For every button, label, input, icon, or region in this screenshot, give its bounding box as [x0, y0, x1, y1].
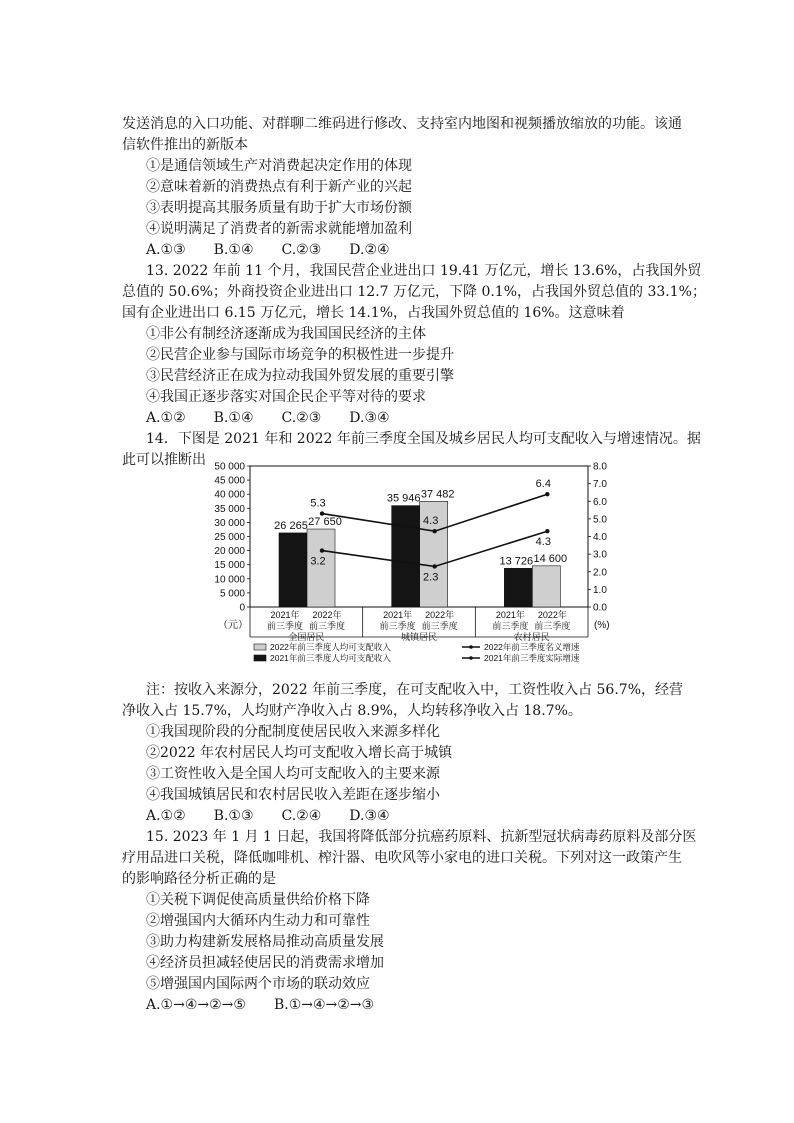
q15-line-2: 疗用品进口关税，降低咖啡机、榨汁器、电吹风等小家电的进口关税。下列对这一政策产生: [122, 850, 682, 866]
legend-label: 2021年前三季度人均可支配收入: [270, 653, 391, 663]
q14-option-2: ②2022 年农村居民人均可支配收入增长高于城镇: [146, 745, 453, 761]
q14-line-2: 此可以推断出: [122, 452, 206, 468]
q13-option-2: ②民营企业参与国际市场竞争的积极性进一步提升: [146, 347, 454, 363]
bar-2021-0: [279, 533, 307, 607]
bar-category-label: 2022年: [425, 610, 455, 620]
q13-option-4: ④我国正逐步落实对国企民企平等对待的要求: [146, 389, 426, 405]
legend-swatch-2022-bar: [254, 644, 266, 650]
growth-point: [545, 492, 549, 496]
y-tick-label-left: 0: [239, 602, 245, 614]
q13-option-1: ①非公有制经济逐渐成为我国国民经济的主体: [146, 326, 426, 342]
group-label: 农村居民: [513, 632, 550, 642]
legend-swatch-2021-bar: [254, 655, 266, 661]
intro-option-3: ③表明提高其服务质量有助于扩大市场份额: [146, 200, 412, 216]
bar-value-label-2021: 26 265: [274, 519, 308, 532]
bar-category-label: 2022年: [312, 610, 342, 620]
q14-option-4: ④我国城镇居民和农村居民收入差距在逐步缩小: [146, 787, 440, 803]
bar-category-label: 2022年: [537, 610, 567, 620]
intro-option-2: ②意味着新的消费热点有利于新产业的兴起: [146, 179, 412, 195]
growth-value-label: 6.4: [535, 478, 551, 491]
y-tick-label-right: 8.0: [593, 461, 607, 473]
growth-value-label: 4.3: [535, 536, 551, 549]
intro-text-line-1: 发送消息的入口功能、对群聊二维码进行修改、支持室内地图和视频播放缩放的功能。该通: [122, 116, 682, 132]
y-tick-label-right: 3.0: [593, 549, 607, 561]
q14-line-1: 14．下图是 2021 年和 2022 年前三季度全国及城乡居民人均可支配收入与增速情况。据: [146, 431, 701, 447]
bar-value-label-2022: 27 650: [308, 516, 342, 529]
bar-2022-2: [532, 566, 560, 607]
intro-text-line-2: 信软件推出的新版本: [122, 137, 248, 153]
group-label: 城镇居民: [400, 632, 438, 642]
y-tick-label-left: 50 000: [214, 461, 245, 473]
y-tick-label-right: 5.0: [593, 514, 607, 526]
bar-2021-1: [392, 506, 420, 607]
bar-category-label: 2021年: [270, 610, 300, 620]
growth-point: [432, 529, 436, 533]
growth-value-label: 3.2: [310, 555, 326, 568]
growth-value-label: 5.3: [310, 497, 326, 510]
y-tick-label-right: 4.0: [593, 532, 607, 543]
legend-label: 2022年前三季度人均可支配收入: [270, 642, 391, 652]
y-tick-label-left: 10 000: [214, 574, 245, 586]
q15-line-3: 的影响路径分析正确的是: [122, 871, 276, 887]
growth-point: [545, 529, 549, 533]
q15-answers: A.①→④→②→⑤ B.①→④→②→③: [146, 997, 375, 1013]
q13-answers: A.①② B.①④ C.②③ D.③④: [146, 410, 390, 426]
bar-category-label: 前三季度: [421, 621, 458, 631]
q15-option-4: ④经济员担减轻使居民的消费需求增加: [146, 955, 384, 971]
bar-value-label-2021: 13 726: [499, 555, 534, 568]
growth-point: [432, 564, 436, 568]
intro-option-1: ①是通信领域生产对消费起决定作用的体现: [146, 158, 412, 174]
bar-category-label: 前三季度: [266, 621, 304, 631]
q14-note-line-1: 注：按收入来源分，2022 年前三季度，在可支配收入中，工资性收入占 56.7%，经营: [146, 682, 684, 698]
bar-value-label-2022: 37 482: [420, 488, 455, 501]
chart-legend: [254, 642, 580, 663]
q15-line-1: 15. 2023 年 1 月 1 日起，我国将降低部分抗癌药原料、抗新型冠状病毒药原料及部分医: [146, 829, 697, 845]
y-tick-label-left: 15 000: [214, 560, 245, 572]
y-tick-label-left: 5 000: [219, 588, 245, 600]
y-axis-label-right: (%): [594, 620, 610, 631]
legend-swatch-point: [469, 645, 473, 649]
y-axis-label-left: （元）: [218, 620, 248, 631]
y-tick-label-left: 45 000: [214, 475, 245, 487]
q14-option-3: ③工资性收入是全国人均可支配收入的主要来源: [146, 766, 440, 782]
intro-answers: A.①③ B.①④ C.②③ D.②④: [146, 242, 390, 258]
bar-2022-0: [307, 529, 335, 607]
intro-option-4: ④说明满足了消费者的新需求就能增加盈利: [146, 221, 412, 237]
bar-category-label: 前三季度: [379, 621, 416, 631]
y-tick-label-right: 6.0: [593, 496, 607, 508]
bar-category-label: 2021年: [383, 610, 413, 620]
y-tick-label-left: 20 000: [214, 546, 245, 558]
growth-point: [320, 548, 324, 552]
q15-option-1: ①关税下调促使高质量供给价格下降: [146, 892, 370, 908]
q13-option-3: ③民营经济正在成为拉动我国外贸发展的重要引擎: [146, 368, 454, 384]
growth-value-label: 4.3: [423, 515, 439, 528]
income-chart: [200, 456, 620, 672]
y-tick-label-right: 2.0: [593, 567, 607, 579]
legend-swatch-point: [469, 656, 473, 660]
bar-value-label-2021: 35 946: [386, 492, 421, 505]
bar-value-label-2022: 14 600: [533, 552, 568, 565]
q14-option-1: ①我国现阶段的分配制度使居民收入来源多样化: [146, 724, 440, 740]
q13-line-3: 国有企业进出口 6.15 万亿元，增长 14.1%，占我国外贸总值的 16%。这意味着: [122, 305, 625, 321]
y-tick-label-right: 0.0: [593, 602, 607, 614]
legend-label: 2022年前三季度名义增速: [484, 642, 580, 652]
y-tick-label-left: 30 000: [214, 517, 245, 529]
q13-line-2: 总值的 50.6%；外商投资企业进出口 12.7 万亿元，下降 0.1%，占我国外贸总值的 33.1%；: [122, 284, 706, 300]
y-tick-label-right: 1.0: [593, 584, 607, 596]
y-tick-label-left: 35 000: [214, 503, 245, 515]
group-label: 全国居民: [288, 632, 325, 642]
q15-option-3: ③助力构建新发展格局推动高质量发展: [146, 934, 384, 950]
q15-option-5: ⑤增强国内国际两个市场的联动效应: [146, 976, 370, 992]
bar-category-label: 前三季度: [534, 621, 571, 631]
bar-category-label: 2021年: [495, 610, 525, 620]
q15-option-2: ②增强国内大循环内生动力和可靠性: [146, 913, 370, 929]
y-tick-label-left: 40 000: [214, 489, 245, 501]
q14-note-line-2: 净收入占 15.7%，人均财产净收入占 8.9%，人均转移净收入占 18.7%。: [122, 703, 582, 719]
legend-label: 2021年前三季度实际增速: [484, 653, 580, 663]
q13-line-1: 13. 2022 年前 11 个月，我国民营企业进出口 19.41 万亿元，增长 13.6%，占我国外贸: [146, 263, 702, 279]
q14-answers: A.①② B.①③ C.②④ D.③④: [146, 808, 390, 824]
bar-category-label: 前三季度: [492, 621, 529, 631]
bar-category-label: 前三季度: [308, 621, 346, 631]
growth-value-label: 2.3: [423, 571, 439, 584]
y-tick-label-left: 25 000: [214, 532, 245, 543]
bar-2021-2: [504, 568, 532, 607]
y-tick-label-right: 7.0: [593, 479, 607, 491]
